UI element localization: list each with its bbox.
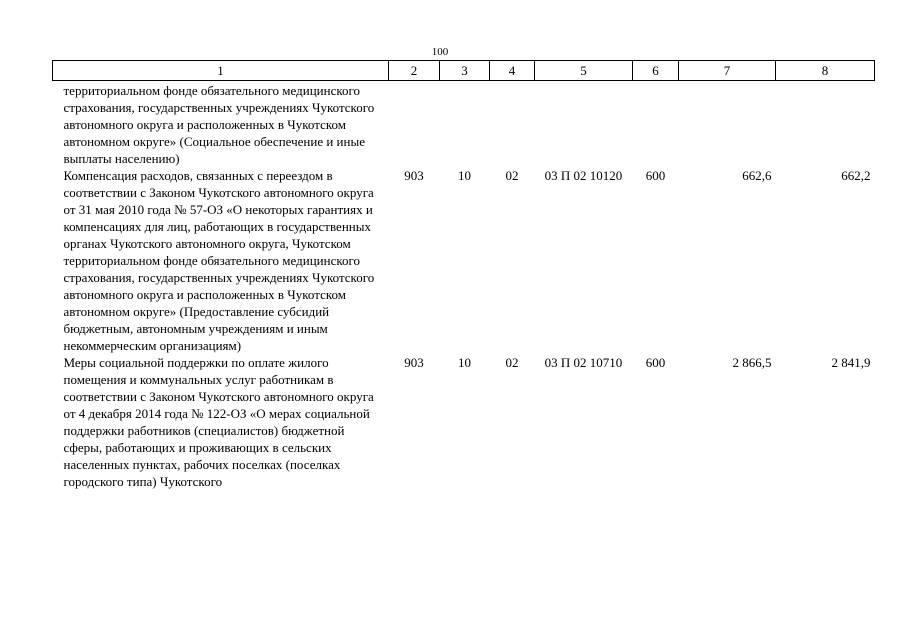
row-target-article: 03 П 02 10120 [544, 168, 623, 183]
row-section: 10 [458, 355, 471, 370]
table-row [53, 354, 875, 490]
table-row [53, 167, 875, 354]
row-section: 10 [458, 168, 471, 183]
budget-table [52, 60, 875, 490]
table-row [53, 81, 875, 168]
row-amount-2 [776, 81, 875, 168]
header-row [53, 61, 875, 81]
row-admin-code: 903 [404, 168, 424, 183]
header-col-1: 1 [53, 61, 389, 81]
row-amount-1: 2 866,5 [732, 355, 772, 370]
row-amount-1: 662,6 [742, 168, 772, 183]
page-number: 100 [431, 46, 449, 58]
header-col-6: 6 [633, 61, 679, 81]
row-target-article: 03 П 02 10710 [544, 355, 623, 370]
row-admin-code [389, 81, 440, 168]
row-name: территориальном фонде обязательного медицинского страхования, государственных учреждениях Чукотского автономного округа и расположенных в Чукотском автономном округе» (Социальное обеспечение и иные выплаты населению) [63, 83, 375, 166]
header-col-4: 4 [490, 61, 535, 81]
header-col-7: 7 [679, 61, 776, 81]
header-col-8: 8 [776, 61, 875, 81]
header-col-2: 2 [389, 61, 440, 81]
row-subsection: 02 [505, 168, 519, 183]
header-col-3: 3 [440, 61, 490, 81]
row-section [440, 81, 490, 168]
row-expense-type: 600 [645, 355, 666, 370]
row-expense-type [633, 81, 679, 168]
row-subsection [490, 81, 535, 168]
row-amount-2: 662,2 [841, 168, 871, 183]
row-amount-1 [679, 81, 776, 168]
header-col-5: 5 [535, 61, 633, 81]
row-target-article [535, 81, 633, 168]
row-amount-2: 2 841,9 [831, 355, 871, 370]
row-expense-type: 600 [645, 168, 666, 183]
row-name: Компенсация расходов, связанных с переездом в соответствии с Законом Чукотского автономного округа от 31 мая 2010 года № 57-ОЗ «О некоторых гарантиях и компенсациях для лиц, работающих в государственных органах Чукотского автономного округа, Чукотском территориальном фонде обязательного медицинского страхования, государственных учреждениях Чукотского автономного округа и расположенных в Чукотском автономном округе» (Предоставление субсидий бюджетным, автономным учреждениям и иным некоммерческим организациям) [63, 168, 375, 353]
row-name: Меры социальной поддержки по оплате жилого помещения и коммунальных услуг работникам в соответствии с Законом Чукотского автономного округа от 4 декабря 2014 года № 122-ОЗ «О мерах социальной поддержки работников (специалистов) бюджетной сферы, работающих и проживающих в сельских населенных пунктах, рабочих поселках (поселках городского типа) Чукотского [63, 355, 374, 489]
row-subsection: 02 [505, 355, 519, 370]
row-admin-code: 903 [404, 355, 424, 370]
